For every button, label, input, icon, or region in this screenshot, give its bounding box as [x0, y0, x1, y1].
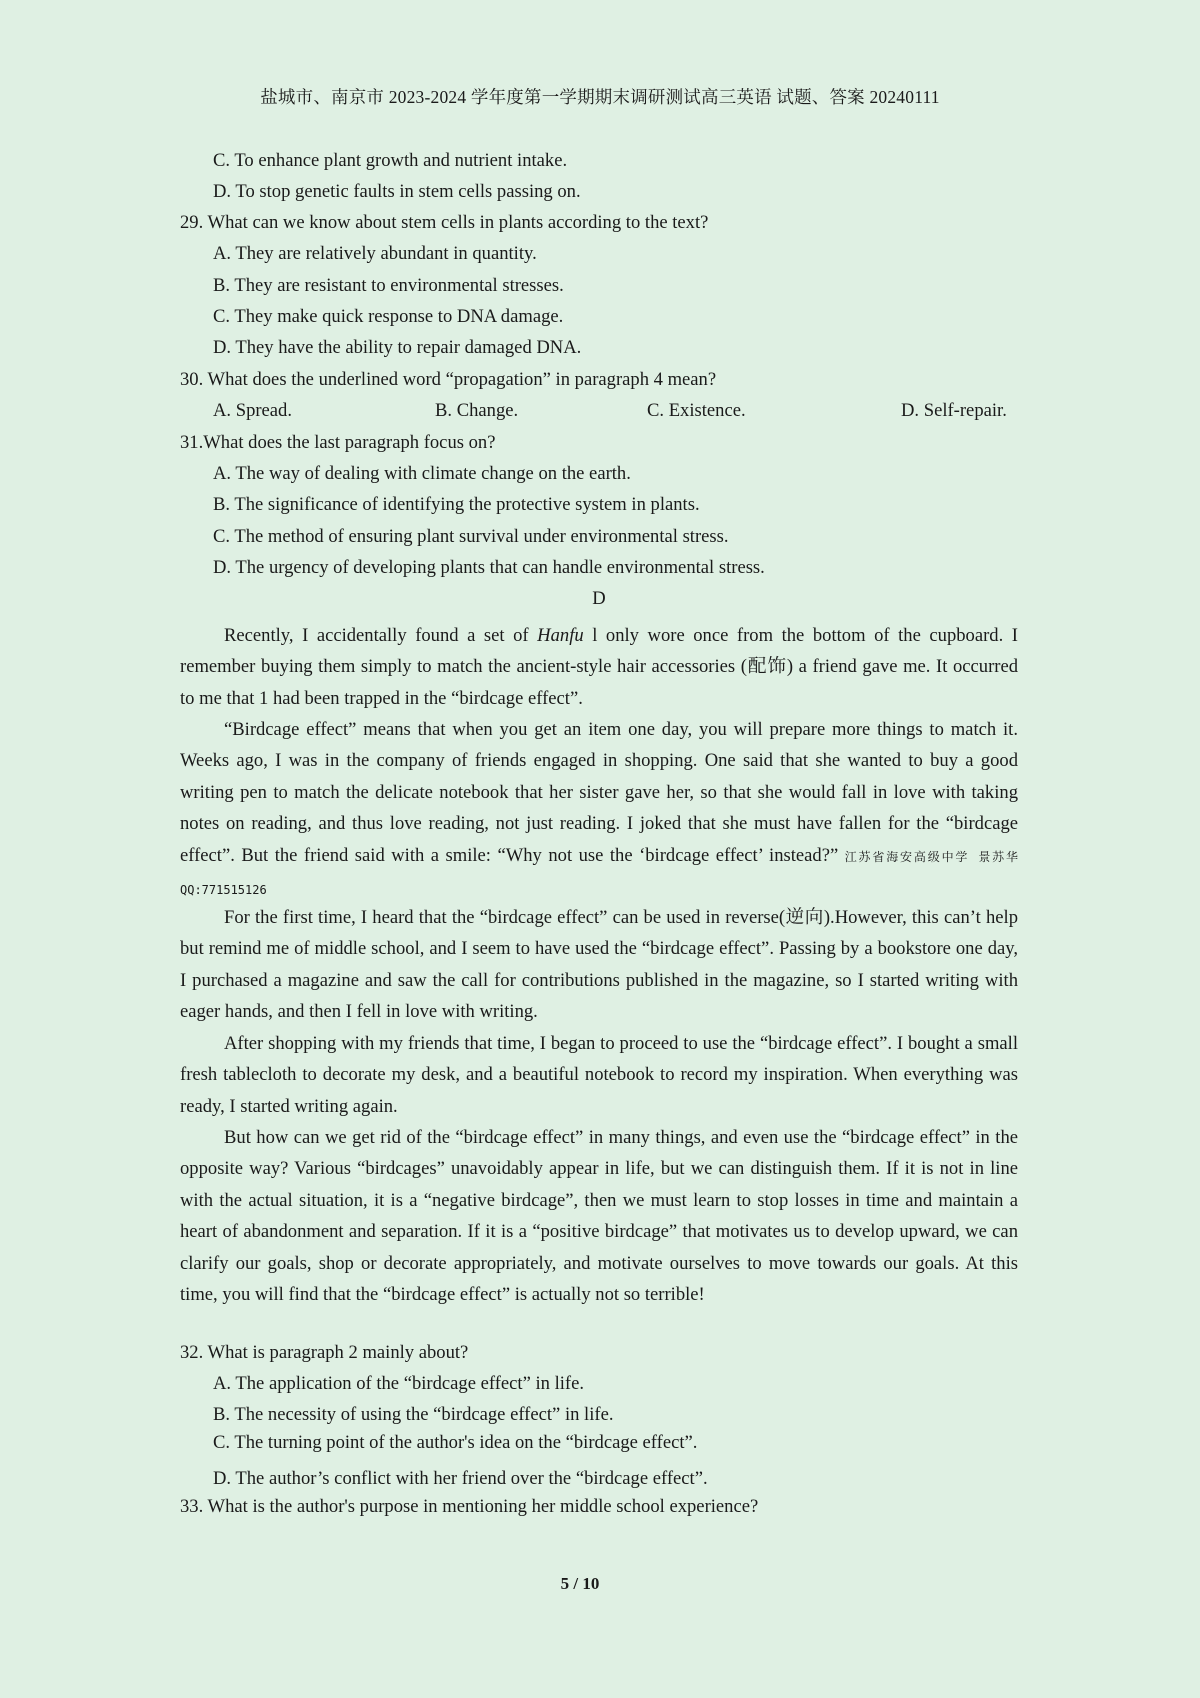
q32-option-a: A. The application of the “birdcage effect” in life. — [213, 1373, 585, 1394]
passage-paragraph-5: But how can we get rid of the “birdcage effect” in many things, and even use the “birdcage effect” in the opposite way? Various “birdcages” unavoidably appear in life, but we can distinguish them. If it is not in line with the actual situation, it is a “negative birdcage”, then we must learn to stop losses in time and maintain a heart of abandonment and separation. If it is a “positive birdcage” that motivates us to develop upward, we can clarify our goals, shop or decorate appropriately, and motivate ourselves to move towards our goals. At this time, you will find that the “birdcage effect” is actually not so terrible! — [180, 1127, 1018, 1306]
q29-option-a: A. They are relatively abundant in quantity. — [213, 243, 537, 264]
q29-stem: 29. What can we know about stem cells in plants according to the text? — [180, 212, 709, 233]
q30-option-c: C. Existence. — [647, 400, 746, 421]
q31-option-a: A. The way of dealing with climate change on the earth. — [213, 463, 631, 484]
page-header: 盐城市、南京市 2023-2024 学年度第一学期期末调研测试高三英语 试题、答案 20240111 — [260, 87, 940, 107]
q28-option-d: D. To stop genetic faults in stem cells passing on. — [213, 181, 581, 202]
q32-stem: 32. What is paragraph 2 mainly about? — [180, 1342, 469, 1363]
section-letter-d: D — [592, 588, 606, 609]
passage-paragraph-1: Recently, I accidentally found a set of Hanfu l only wore once from the bottom of the cupboard. I remember buying them simply to match the ancient-style hair accessories (配饰) a friend gave me. It occurred to me that 1 had been trapped in the “birdcage effect”. — [180, 625, 1018, 709]
page-number: 5 / 10 — [560, 1574, 600, 1593]
q31-option-d: D. The urgency of developing plants that can handle environmental stress. — [213, 557, 765, 578]
q29-option-d: D. They have the ability to repair damaged DNA. — [213, 337, 582, 358]
q28-option-c: C. To enhance plant growth and nutrient intake. — [213, 150, 568, 171]
passage-paragraph-3: For the first time, I heard that the “birdcage effect” can be used in reverse(逆向).However, this can’t help but remind me of middle school, and I seem to have used the “birdcage effect”. Passing by a bookstore one day, I purchased a magazine and saw the call for contributions published in the magazine, so I started writing with eager hands, and then I fell in love with writing. — [180, 907, 1018, 1023]
q30-stem: 30. What does the underlined word “propagation” in paragraph 4 mean? — [180, 369, 717, 390]
q32-option-b: B. The necessity of using the “birdcage effect” in life. — [213, 1404, 614, 1425]
q30-option-d: D. Self-repair. — [901, 400, 1007, 421]
q31-stem: 31.What does the last paragraph focus on? — [180, 432, 496, 453]
q31-option-c: C. The method of ensuring plant survival under environmental stress. — [213, 526, 729, 547]
q32-option-d: D. The author’s conflict with her friend over the “birdcage effect”. — [213, 1468, 708, 1489]
passage-paragraph-4: After shopping with my friends that time, I began to proceed to use the “birdcage effect”. I bought a small fresh tablecloth to decorate my desk, and a beautiful notebook to record my inspiration. When everything was ready, I started writing again. — [180, 1033, 1018, 1117]
q31-option-b: B. The significance of identifying the protective system in plants. — [213, 494, 700, 515]
watermark-text: 江苏省海安高级中学 景苏华 QQ:771515126 — [180, 849, 1018, 898]
q29-option-c: C. They make quick response to DNA damage. — [213, 306, 564, 327]
q29-option-b: B. They are resistant to environmental stresses. — [213, 275, 564, 296]
passage-paragraph-2: “Birdcage effect” means that when you get an item one day, you will prepare more things to match it. Weeks ago, I was in the company of friends engaged in shopping. One said that she wanted to buy a good writing pen to match the delicate notebook that her sister gave her, so that she would fall in love with taking notes on reading, and thus love reading, not just reading. I joked that she must have fallen for the “birdcage effect”. But the friend said with a smile: “Why not use the ‘birdcage effect’ instead?” 江苏省海安高级中学 景苏华 QQ:771515126 — [180, 719, 1018, 898]
q30-option-a: A. Spread. — [213, 400, 293, 421]
q30-option-b: B. Change. — [435, 400, 519, 421]
q33-stem: 33. What is the author's purpose in mentioning her middle school experience? — [180, 1496, 759, 1517]
hanfu-italic: Hanfu — [537, 625, 584, 646]
q32-option-c: C. The turning point of the author's idea on the “birdcage effect”. — [213, 1432, 698, 1453]
